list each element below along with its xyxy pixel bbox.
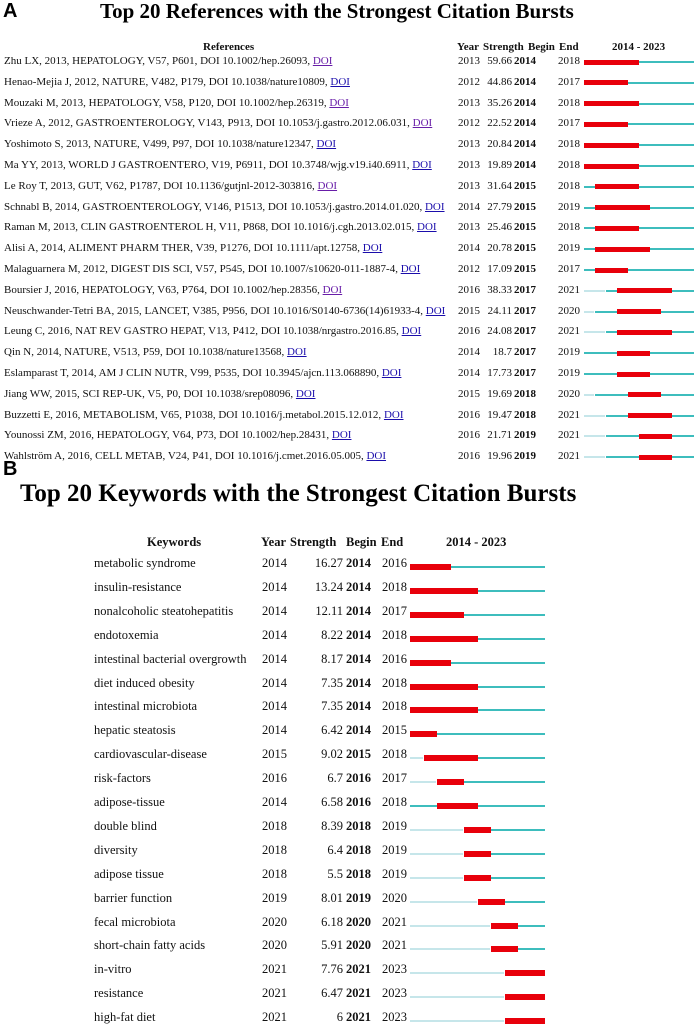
reference-row-10-begin: 2015 — [514, 242, 536, 255]
reference-row-19-doi-link[interactable]: DOI — [331, 429, 352, 442]
keyword-row-15-strength: 8.01 — [321, 890, 343, 905]
keyword-row-3-burst — [410, 612, 464, 618]
reference-row-2-citation: Henao-Mejia J, 2012, NATURE, V482, P179, DOI 10.1038/nature10809, DOI — [4, 75, 350, 88]
reference-row-3-burst — [584, 101, 639, 106]
keyword-row-2-burst — [410, 588, 478, 594]
keyword-row-9-strength: 9.02 — [321, 747, 343, 762]
reference-row-10-doi-link[interactable]: DOI — [362, 242, 383, 255]
reference-row-13-citation: Neuschwander-Tetri BA, 2015, LANCET, V385, P956, DOI 10.1016/S0140-6736(14)61933-4, DOI — [4, 304, 446, 317]
reference-row-14-year: 2016 — [458, 325, 480, 338]
reference-row-11-begin: 2015 — [514, 263, 536, 275]
reference-row-6-strength: 19.89 — [487, 159, 512, 171]
reference-row-18-end: 2021 — [558, 408, 580, 421]
keyword-row-11-year: 2014 — [262, 795, 287, 809]
reference-row-4-year: 2012 — [458, 117, 480, 130]
reference-row-11-doi-link[interactable]: DOI — [400, 263, 421, 275]
keyword-row-6-strength: 7.35 — [321, 675, 343, 690]
reference-row-5-citation: Yoshimoto S, 2013, NATURE, V499, P97, DOI 10.1038/nature12347, DOI — [4, 138, 337, 151]
reference-row-15-begin: 2017 — [514, 346, 536, 359]
keyword-row-7-keyword: intestinal microbiota — [94, 699, 198, 714]
reference-row-4-doi-link[interactable]: DOI — [412, 117, 433, 130]
keyword-row-1-burst — [410, 564, 451, 570]
reference-row-18-doi-link[interactable]: DOI — [383, 408, 404, 421]
reference-row-7-begin: 2015 — [514, 179, 536, 192]
ref-header-range: 2014 - 2023 — [612, 41, 666, 53]
keyword-row-16-begin: 2020 — [346, 914, 371, 929]
reference-row-20-citation: Wahlström A, 2016, CELL METAB, V24, P41, DOI 10.1016/j.cmet.2016.05.005, DOI — [4, 450, 387, 463]
reference-row-2-year: 2012 — [458, 75, 480, 88]
keyword-row-17-begin: 2020 — [346, 938, 371, 953]
kw-header-year: Year — [261, 535, 286, 549]
reference-row-5-end: 2018 — [558, 138, 580, 151]
reference-row-14-strength: 24.08 — [487, 325, 512, 338]
keyword-row-11-strength: 6.58 — [321, 795, 343, 809]
keyword-row-5-keyword: intestinal bacterial overgrowth — [94, 651, 247, 666]
reference-row-13-track-before — [584, 311, 594, 313]
reference-row-7-year: 2013 — [458, 179, 480, 192]
keyword-row-10-strength: 6.7 — [327, 771, 343, 786]
kw-header-keywords: Keywords — [147, 535, 202, 549]
keyword-row-4-burst — [410, 636, 478, 642]
reference-row-2-doi-link[interactable]: DOI — [330, 75, 350, 88]
reference-row-13-strength: 24.11 — [487, 304, 512, 317]
reference-row-8-strength: 27.79 — [487, 200, 512, 213]
reference-row-4-begin: 2014 — [514, 117, 536, 130]
reference-row-17-burst — [628, 392, 661, 397]
reference-row-12-end: 2021 — [558, 283, 580, 296]
keyword-row-17-strength: 5.91 — [321, 938, 343, 953]
reference-row-13-end: 2020 — [558, 304, 580, 317]
keyword-row-11-end: 2018 — [382, 795, 407, 809]
reference-row-9-year: 2013 — [458, 221, 480, 234]
keyword-row-15-track-before — [410, 901, 477, 903]
reference-row-1-doi-link[interactable]: DOI — [312, 55, 333, 67]
keyword-row-4-strength: 8.22 — [321, 627, 343, 642]
keyword-row-11-track — [410, 805, 545, 807]
reference-row-15-burst — [617, 351, 650, 356]
keyword-row-19-strength: 6.47 — [321, 986, 343, 1001]
reference-row-13-begin: 2017 — [514, 304, 536, 317]
reference-row-6-end: 2018 — [558, 159, 580, 171]
keyword-row-14-end: 2019 — [382, 866, 407, 881]
keyword-row-12-end: 2019 — [382, 818, 407, 833]
reference-row-17-doi-link[interactable]: DOI — [295, 387, 316, 400]
keyword-row-4-year: 2014 — [262, 627, 287, 642]
keyword-row-7-begin: 2014 — [346, 699, 371, 714]
reference-row-11-citation: Malaguarnera M, 2012, DIGEST DIS SCI, V57, P545, DOI 10.1007/s10620-011-1887-4, DOI — [4, 263, 421, 275]
keyword-row-14-begin: 2018 — [346, 866, 371, 881]
reference-row-8-year: 2014 — [458, 200, 480, 213]
reference-row-12-doi-link[interactable]: DOI — [322, 283, 343, 296]
keyword-row-4-end: 2018 — [382, 627, 407, 642]
reference-row-10-year: 2014 — [458, 242, 480, 255]
keyword-row-3-year: 2014 — [262, 603, 287, 618]
reference-row-12-track-before — [584, 290, 605, 292]
reference-row-20-year: 2016 — [458, 450, 480, 463]
keyword-row-18-track-before — [410, 972, 504, 974]
keyword-row-10-year: 2016 — [262, 771, 287, 786]
keyword-row-6-begin: 2014 — [346, 675, 371, 690]
reference-row-2-begin: 2014 — [514, 75, 536, 88]
keyword-row-1-begin: 2014 — [346, 556, 371, 570]
keyword-row-20-burst — [505, 1018, 546, 1024]
reference-row-11-burst — [595, 268, 628, 273]
keyword-row-15-end: 2020 — [382, 890, 407, 905]
reference-row-9-begin: 2015 — [514, 221, 536, 234]
reference-row-5-begin: 2014 — [514, 138, 536, 151]
reference-row-16-end: 2019 — [558, 367, 580, 379]
panel-a-letter: A — [3, 0, 18, 22]
keyword-row-9-track-before — [410, 757, 423, 759]
reference-row-4-end: 2017 — [558, 117, 580, 130]
keyword-row-6-year: 2014 — [262, 675, 287, 690]
reference-row-8-begin: 2015 — [514, 200, 536, 213]
keyword-row-4-keyword: endotoxemia — [94, 627, 159, 642]
reference-row-20-doi-link[interactable]: DOI — [366, 450, 387, 463]
keyword-row-13-begin: 2018 — [346, 842, 371, 857]
keyword-row-1-end: 2016 — [382, 556, 407, 570]
reference-row-20-begin: 2019 — [514, 450, 536, 463]
keyword-row-18-burst — [505, 970, 546, 976]
panel-a-title: Top 20 References with the Strongest Citation Bursts — [100, 0, 574, 23]
keyword-row-17-end: 2021 — [382, 938, 407, 953]
reference-row-3-doi-link[interactable]: DOI — [329, 96, 349, 109]
keyword-row-15-burst — [478, 899, 505, 905]
keyword-row-13-year: 2018 — [262, 842, 287, 857]
keyword-row-9-keyword: cardiovascular-disease — [94, 747, 207, 762]
keyword-row-9-end: 2018 — [382, 747, 407, 762]
keyword-row-8-strength: 6.42 — [321, 723, 343, 738]
kw-header-range: 2014 - 2023 — [446, 535, 507, 549]
reference-row-9-end: 2018 — [558, 221, 580, 234]
reference-row-5-strength: 20.84 — [487, 138, 512, 151]
reference-row-7-strength: 31.64 — [487, 179, 512, 192]
keyword-row-5-strength: 8.17 — [321, 651, 343, 666]
reference-row-1-burst — [584, 60, 639, 65]
reference-row-19-end: 2021 — [558, 429, 580, 442]
reference-row-1-citation: Zhu LX, 2013, HEPATOLOGY, V57, P601, DOI 10.1002/hep.26093, DOI — [4, 55, 333, 67]
keyword-row-13-track-before — [410, 853, 463, 855]
keyword-row-17-track-before — [410, 948, 490, 950]
reference-row-17-end: 2020 — [558, 387, 580, 400]
keyword-row-13-strength: 6.4 — [327, 842, 343, 857]
reference-row-7-burst — [595, 184, 639, 189]
reference-row-1-year: 2013 — [458, 55, 480, 67]
keyword-row-6-burst — [410, 684, 478, 690]
reference-row-14-begin: 2017 — [514, 325, 536, 338]
keyword-row-8-keyword: hepatic steatosis — [94, 723, 176, 738]
keyword-row-14-year: 2018 — [262, 866, 287, 881]
keyword-row-10-keyword: risk-factors — [94, 771, 151, 786]
keyword-row-14-burst — [464, 875, 491, 881]
keyword-row-12-keyword: double blind — [94, 818, 157, 833]
reference-row-18-strength: 19.47 — [487, 408, 512, 421]
reference-row-10-burst — [595, 247, 650, 252]
keyword-row-2-end: 2018 — [382, 579, 407, 594]
keyword-row-16-track-before — [410, 925, 490, 927]
reference-row-1-strength: 59.66 — [487, 55, 512, 67]
keyword-row-14-track-before — [410, 877, 463, 879]
reference-row-19-strength: 21.71 — [487, 429, 512, 442]
keyword-row-20-year: 2021 — [262, 1010, 287, 1025]
keyword-row-10-track-before — [410, 781, 436, 783]
reference-row-6-burst — [584, 164, 639, 169]
kw-header-begin: Begin — [346, 535, 377, 549]
reference-row-12-citation: Boursier J, 2016, HEPATOLOGY, V63, P764, DOI 10.1002/hep.28356, DOI — [4, 283, 343, 296]
reference-row-4-strength: 22.52 — [487, 117, 512, 130]
reference-row-3-begin: 2014 — [514, 96, 536, 109]
reference-row-3-end: 2018 — [558, 96, 580, 109]
keyword-row-5-year: 2014 — [262, 651, 287, 666]
keyword-row-11-burst — [437, 803, 478, 809]
reference-row-13-year: 2015 — [458, 304, 480, 317]
keyword-row-4-begin: 2014 — [346, 627, 371, 642]
reference-row-16-doi-link[interactable]: DOI — [381, 367, 402, 379]
keyword-row-13-end: 2019 — [382, 842, 407, 857]
keyword-row-13-burst — [464, 851, 491, 857]
keyword-row-8-burst — [410, 731, 437, 737]
keyword-row-17-burst — [491, 946, 518, 952]
reference-row-7-doi-link[interactable]: DOI — [317, 179, 338, 192]
reference-row-1-begin: 2014 — [514, 55, 536, 67]
reference-row-9-citation: Raman M, 2013, CLIN GASTROENTEROL H, V11, P868, DOI 10.1016/j.cgh.2013.02.015, DOI — [4, 221, 437, 234]
reference-row-11-strength: 17.09 — [487, 263, 512, 275]
reference-row-16-begin: 2017 — [514, 367, 536, 379]
keyword-row-1-year: 2014 — [262, 556, 287, 570]
reference-row-13-doi-link[interactable]: DOI — [425, 304, 446, 317]
keyword-row-19-track-before — [410, 996, 504, 998]
reference-row-18-year: 2016 — [458, 408, 480, 421]
reference-row-16-burst — [617, 372, 650, 377]
reference-row-17-strength: 19.69 — [487, 387, 512, 400]
reference-row-20-strength: 19.96 — [487, 450, 512, 463]
keyword-row-9-begin: 2015 — [346, 747, 371, 762]
keyword-row-8-end: 2015 — [382, 723, 407, 738]
keyword-row-20-strength: 6 — [336, 1010, 343, 1025]
reference-row-16-year: 2014 — [458, 367, 480, 379]
keyword-row-16-burst — [491, 923, 518, 929]
keyword-row-3-begin: 2014 — [346, 603, 371, 618]
reference-row-5-doi-link[interactable]: DOI — [316, 138, 337, 151]
keyword-row-12-strength: 8.39 — [321, 818, 343, 833]
keyword-row-14-keyword: adipose tissue — [94, 866, 164, 881]
keyword-row-16-keyword: fecal microbiota — [94, 914, 176, 929]
reference-row-2-end: 2017 — [558, 75, 580, 88]
keyword-row-14-strength: 5.5 — [327, 866, 343, 881]
keyword-row-12-begin: 2018 — [346, 818, 371, 833]
keyword-row-2-year: 2014 — [262, 579, 287, 594]
reference-row-14-doi-link[interactable]: DOI — [401, 325, 422, 338]
reference-row-16-citation: Eslamparast T, 2014, AM J CLIN NUTR, V99, P535, DOI 10.3945/ajcn.113.068890, DOI — [4, 367, 402, 379]
reference-row-8-doi-link[interactable]: DOI — [424, 200, 445, 213]
keyword-row-19-keyword: resistance — [94, 986, 144, 1001]
ref-header-begin: Begin — [528, 41, 555, 53]
keyword-row-18-keyword: in-vitro — [94, 962, 132, 977]
keyword-row-2-strength: 13.24 — [314, 579, 343, 594]
keyword-row-13-keyword: diversity — [94, 842, 138, 857]
keyword-row-18-begin: 2021 — [346, 962, 371, 977]
reference-row-11-end: 2017 — [558, 263, 580, 275]
reference-row-19-begin: 2019 — [514, 429, 536, 442]
reference-row-2-burst — [584, 80, 628, 85]
reference-row-8-citation: Schnabl B, 2014, GASTROENTEROLOGY, V146, P1513, DOI 10.1053/j.gastro.2014.01.020, DOI — [4, 200, 445, 213]
reference-row-2-strength: 44.86 — [487, 75, 512, 88]
keyword-row-17-year: 2020 — [262, 938, 287, 953]
reference-row-9-doi-link[interactable]: DOI — [417, 221, 437, 234]
reference-row-10-strength: 20.78 — [487, 242, 512, 255]
reference-row-18-begin: 2018 — [514, 408, 536, 421]
ref-header-references: References — [203, 41, 255, 53]
keyword-row-10-begin: 2016 — [346, 771, 371, 786]
ref-header-end: End — [559, 41, 579, 53]
reference-row-15-doi-link[interactable]: DOI — [287, 346, 307, 359]
reference-row-19-year: 2016 — [458, 429, 480, 442]
keyword-row-5-burst — [410, 660, 451, 666]
reference-row-1-end: 2018 — [558, 55, 580, 67]
reference-row-5-burst — [584, 143, 639, 148]
keyword-row-15-year: 2019 — [262, 890, 287, 905]
keyword-row-6-keyword: diet induced obesity — [94, 675, 195, 690]
reference-row-6-citation: Ma YY, 2013, WORLD J GASTROENTERO, V19, P6911, DOI 10.3748/wjg.v19.i40.6911, DOI — [4, 159, 432, 171]
keyword-row-19-end: 2023 — [382, 986, 407, 1001]
reference-row-6-begin: 2014 — [514, 159, 536, 171]
reference-row-3-strength: 35.26 — [487, 96, 512, 109]
reference-row-14-end: 2021 — [558, 325, 580, 338]
reference-row-15-year: 2014 — [458, 346, 480, 359]
keyword-row-12-track-before — [410, 829, 463, 831]
reference-row-19-citation: Younossi ZM, 2016, HEPATOLOGY, V64, P73, DOI 10.1002/hep.28431, DOI — [4, 429, 352, 442]
keyword-row-20-keyword: high-fat diet — [94, 1010, 156, 1025]
reference-row-12-strength: 38.33 — [487, 283, 512, 296]
reference-row-12-begin: 2017 — [514, 283, 536, 296]
reference-row-12-burst — [617, 288, 672, 293]
reference-row-20-burst — [639, 455, 672, 460]
reference-row-11-year: 2012 — [458, 263, 480, 275]
reference-row-15-citation: Qin N, 2014, NATURE, V513, P59, DOI 10.1038/nature13568, DOI — [4, 346, 307, 359]
reference-row-4-burst — [584, 122, 628, 127]
keyword-row-1-strength: 16.27 — [314, 556, 343, 570]
keyword-row-5-begin: 2014 — [346, 651, 371, 666]
reference-row-10-citation: Alisi A, 2014, ALIMENT PHARM THER, V39, P1276, DOI 10.1111/apt.12758, DOI — [4, 242, 383, 255]
keyword-row-5-end: 2016 — [382, 651, 407, 666]
panel-b-letter: B — [3, 458, 18, 480]
reference-row-6-year: 2013 — [458, 159, 480, 171]
keyword-row-20-begin: 2021 — [346, 1010, 371, 1025]
keyword-row-8-year: 2014 — [262, 723, 287, 738]
keyword-row-17-keyword: short-chain fatty acids — [94, 938, 206, 953]
reference-row-3-citation: Mouzaki M, 2013, HEPATOLOGY, V58, P120, DOI 10.1002/hep.26319, DOI — [4, 96, 349, 109]
keyword-row-12-year: 2018 — [262, 818, 287, 833]
reference-row-18-burst — [628, 413, 672, 418]
reference-row-17-citation: Jiang WW, 2015, SCI REP-UK, V5, P0, DOI 10.1038/srep08096, DOI — [4, 387, 316, 400]
keyword-row-20-track-before — [410, 1020, 504, 1022]
reference-row-12-year: 2016 — [458, 283, 480, 296]
keyword-row-3-strength: 12.11 — [315, 603, 343, 618]
reference-row-16-strength: 17.73 — [487, 367, 512, 379]
keyword-row-10-end: 2017 — [382, 771, 407, 786]
keyword-row-7-end: 2018 — [382, 699, 407, 714]
kw-header-end: End — [381, 535, 404, 549]
keyword-row-19-year: 2021 — [262, 986, 287, 1001]
reference-row-17-track-before — [584, 394, 594, 396]
reference-row-10-end: 2019 — [558, 242, 580, 255]
reference-row-14-citation: Leung C, 2016, NAT REV GASTRO HEPAT, V13, P412, DOI 10.1038/nrgastro.2016.85, DOI — [4, 325, 422, 338]
keyword-row-1-keyword: metabolic syndrome — [94, 556, 196, 570]
ref-header-year: Year — [457, 41, 479, 53]
keyword-row-16-end: 2021 — [382, 914, 407, 929]
reference-row-8-end: 2019 — [558, 200, 580, 213]
keyword-row-15-begin: 2019 — [346, 890, 371, 905]
reference-row-5-year: 2013 — [458, 138, 480, 151]
reference-row-14-track-before — [584, 331, 605, 333]
reference-row-20-end: 2021 — [558, 450, 580, 463]
reference-row-15-strength: 18.7 — [492, 346, 512, 359]
keyword-row-6-end: 2018 — [382, 675, 407, 690]
keyword-row-11-keyword: adipose-tissue — [94, 795, 165, 809]
reference-row-15-end: 2019 — [558, 346, 580, 359]
keyword-row-3-end: 2017 — [382, 603, 407, 618]
keyword-row-3-keyword: nonalcoholic steatohepatitis — [94, 603, 234, 618]
reference-row-6-doi-link[interactable]: DOI — [412, 159, 432, 171]
reference-row-19-track-before — [584, 435, 605, 437]
ref-header-strength: Strength — [483, 41, 524, 53]
kw-header-strength: Strength — [290, 535, 337, 549]
reference-row-20-track-before — [584, 456, 605, 458]
keyword-row-7-strength: 7.35 — [321, 699, 343, 714]
reference-row-7-end: 2018 — [558, 179, 580, 192]
reference-row-18-track-before — [584, 415, 605, 417]
reference-row-17-begin: 2018 — [514, 387, 536, 400]
keyword-row-11-begin: 2016 — [346, 795, 371, 809]
reference-row-14-burst — [617, 330, 672, 335]
keyword-row-18-year: 2021 — [262, 962, 287, 977]
keyword-row-2-begin: 2014 — [346, 579, 371, 594]
keyword-row-16-year: 2020 — [262, 914, 287, 929]
reference-row-9-burst — [595, 226, 639, 231]
keyword-row-8-begin: 2014 — [346, 723, 371, 738]
keyword-row-19-burst — [505, 994, 546, 1000]
reference-row-9-strength: 25.46 — [487, 221, 512, 234]
keyword-row-9-year: 2015 — [262, 747, 287, 762]
keyword-row-10-burst — [437, 779, 464, 785]
reference-row-13-burst — [617, 309, 661, 314]
keyword-row-7-year: 2014 — [262, 699, 287, 714]
reference-row-19-burst — [639, 434, 672, 439]
reference-row-3-year: 2013 — [458, 96, 480, 109]
reference-row-7-citation: Le Roy T, 2013, GUT, V62, P1787, DOI 10.1136/gutjnl-2012-303816, DOI — [4, 179, 338, 192]
reference-row-8-burst — [595, 205, 650, 210]
keyword-row-18-strength: 7.76 — [321, 962, 343, 977]
keyword-row-2-keyword: insulin-resistance — [94, 579, 182, 594]
keyword-row-19-begin: 2021 — [346, 986, 371, 1001]
reference-row-17-year: 2015 — [458, 387, 480, 400]
keyword-row-15-keyword: barrier function — [94, 890, 173, 905]
panel-b-title: Top 20 Keywords with the Strongest Citation Bursts — [20, 480, 577, 507]
keyword-row-16-strength: 6.18 — [321, 914, 343, 929]
keyword-row-7-burst — [410, 707, 478, 713]
keyword-row-20-end: 2023 — [382, 1010, 407, 1025]
reference-row-18-citation: Buzzetti E, 2016, METABOLISM, V65, P1038, DOI 10.1016/j.metabol.2015.12.012, DOI — [4, 408, 404, 421]
keyword-row-9-burst — [424, 755, 478, 761]
reference-row-4-citation: Vrieze A, 2012, GASTROENTEROLOGY, V143, P913, DOI 10.1053/j.gastro.2012.06.031, DOI — [4, 117, 433, 130]
keyword-row-18-end: 2023 — [382, 962, 407, 977]
keyword-row-12-burst — [464, 827, 491, 833]
